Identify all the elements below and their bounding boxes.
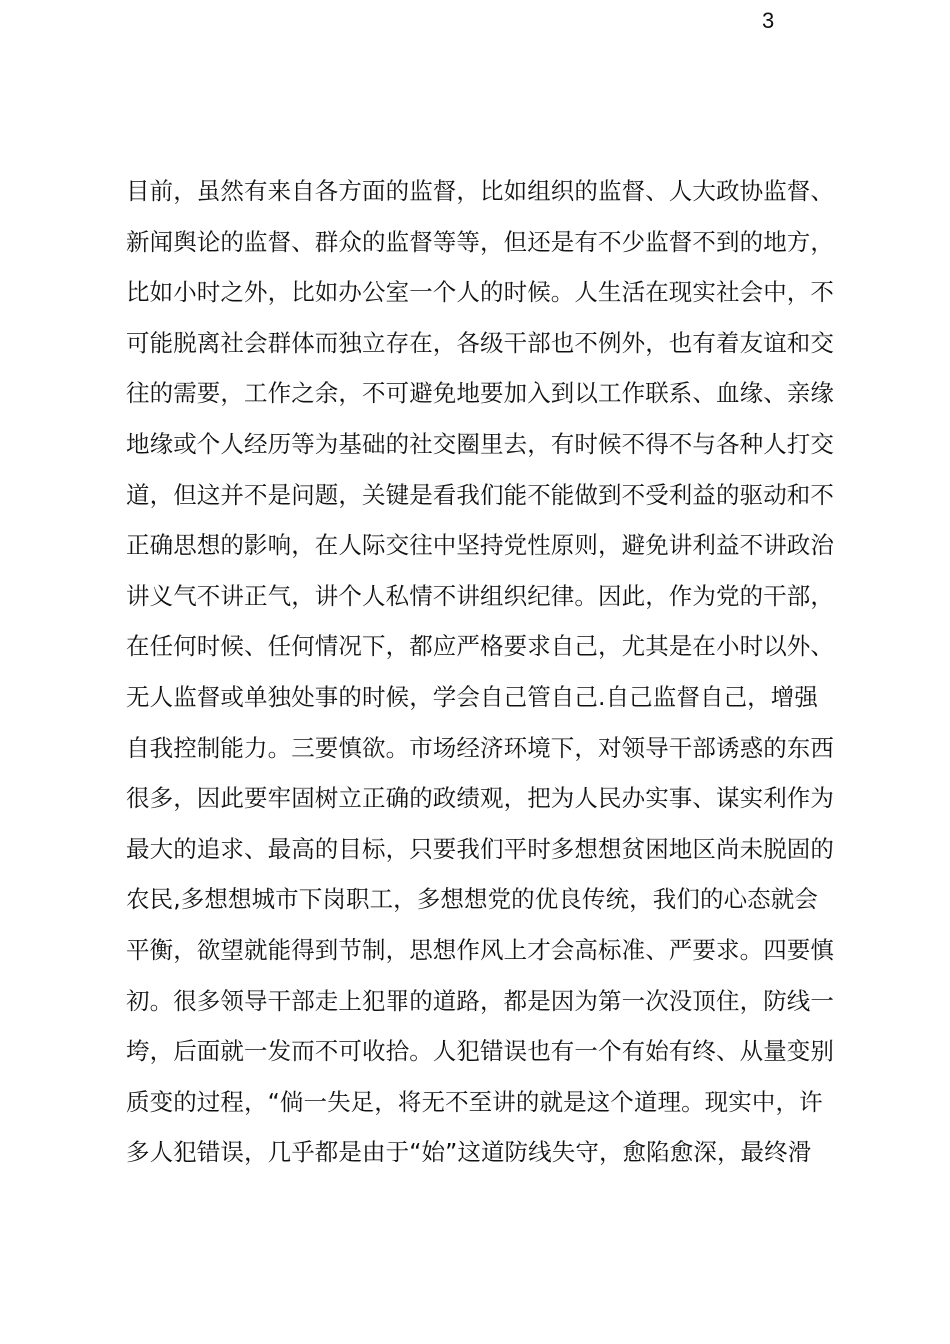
text-line: 垮，后面就一发而不可收拾。人犯错误也有一个有始有终、从量变别	[126, 1037, 834, 1066]
text-line: 平衡，欲望就能得到节制，思想作风上才会高标准、严要求。四要慎	[126, 935, 834, 964]
page-number: 3	[762, 8, 775, 33]
text-line: 农民,多想想城市下岗职工，多想想党的优良传统，我们的心态就会	[126, 885, 818, 914]
text-line: 可能脱离社会群体而独立存在，各级干部也不例外，也有着友谊和交	[126, 328, 834, 357]
text-line: 自我控制能力。三要慎欲。市场经济环境下，对领导干部诱惑的东西	[126, 733, 834, 762]
text-line: 地缘或个人经历等为基础的社交圈里去，有时候不得不与各种人打交	[126, 429, 834, 458]
text-line: 质变的过程，“倘一失足，将无不至讲的就是这个道理。现实中，许	[126, 1087, 823, 1116]
text-line: 新闻舆论的监督、群众的监督等等，但还是有不少监督不到的地方，	[126, 227, 834, 256]
text-line: 讲义气不讲正气，讲个人私情不讲组织纪律。因此，作为党的干部，	[126, 581, 834, 610]
text-line: 比如小时之外，比如办公室一个人的时候。人生活在现实社会中，不	[126, 278, 834, 307]
text-line: 多人犯错误，几乎都是由于“始”这道防线失守，愈陷愈深，最终滑	[126, 1138, 812, 1167]
body-paragraph	[126, 166, 846, 1178]
text-line: 正确思想的影响，在人际交往中坚持党性原则，避免讲利益不讲政治	[126, 531, 834, 560]
text-line: 无人监督或单独处事的时候，学会自己管自己.自己监督自己，增强	[126, 682, 818, 711]
text-line: 往的需要，工作之余，不可避免地要加入到以工作联系、血缘、亲缘	[126, 379, 834, 408]
text-line: 初。很多领导干部走上犯罪的道路，都是因为第一次没顶住，防线一	[126, 986, 834, 1015]
text-line: 在任何时候、任何情况下，都应严格要求自己，尤其是在小时以外、	[126, 632, 834, 661]
text-line: 道，但这并不是问题，关键是看我们能不能做到不受利益的驱动和不	[126, 480, 834, 509]
text-line: 很多，因此要牢固树立正确的政绩观，把为人民办实事、谋实利作为	[126, 784, 834, 813]
text-line: 目前，虽然有来自各方面的监督，比如组织的监督、人大政协监督、	[126, 177, 834, 205]
text-line: 最大的追求、最高的目标，只要我们平时多想想贫困地区尚未脱固的	[126, 834, 834, 863]
